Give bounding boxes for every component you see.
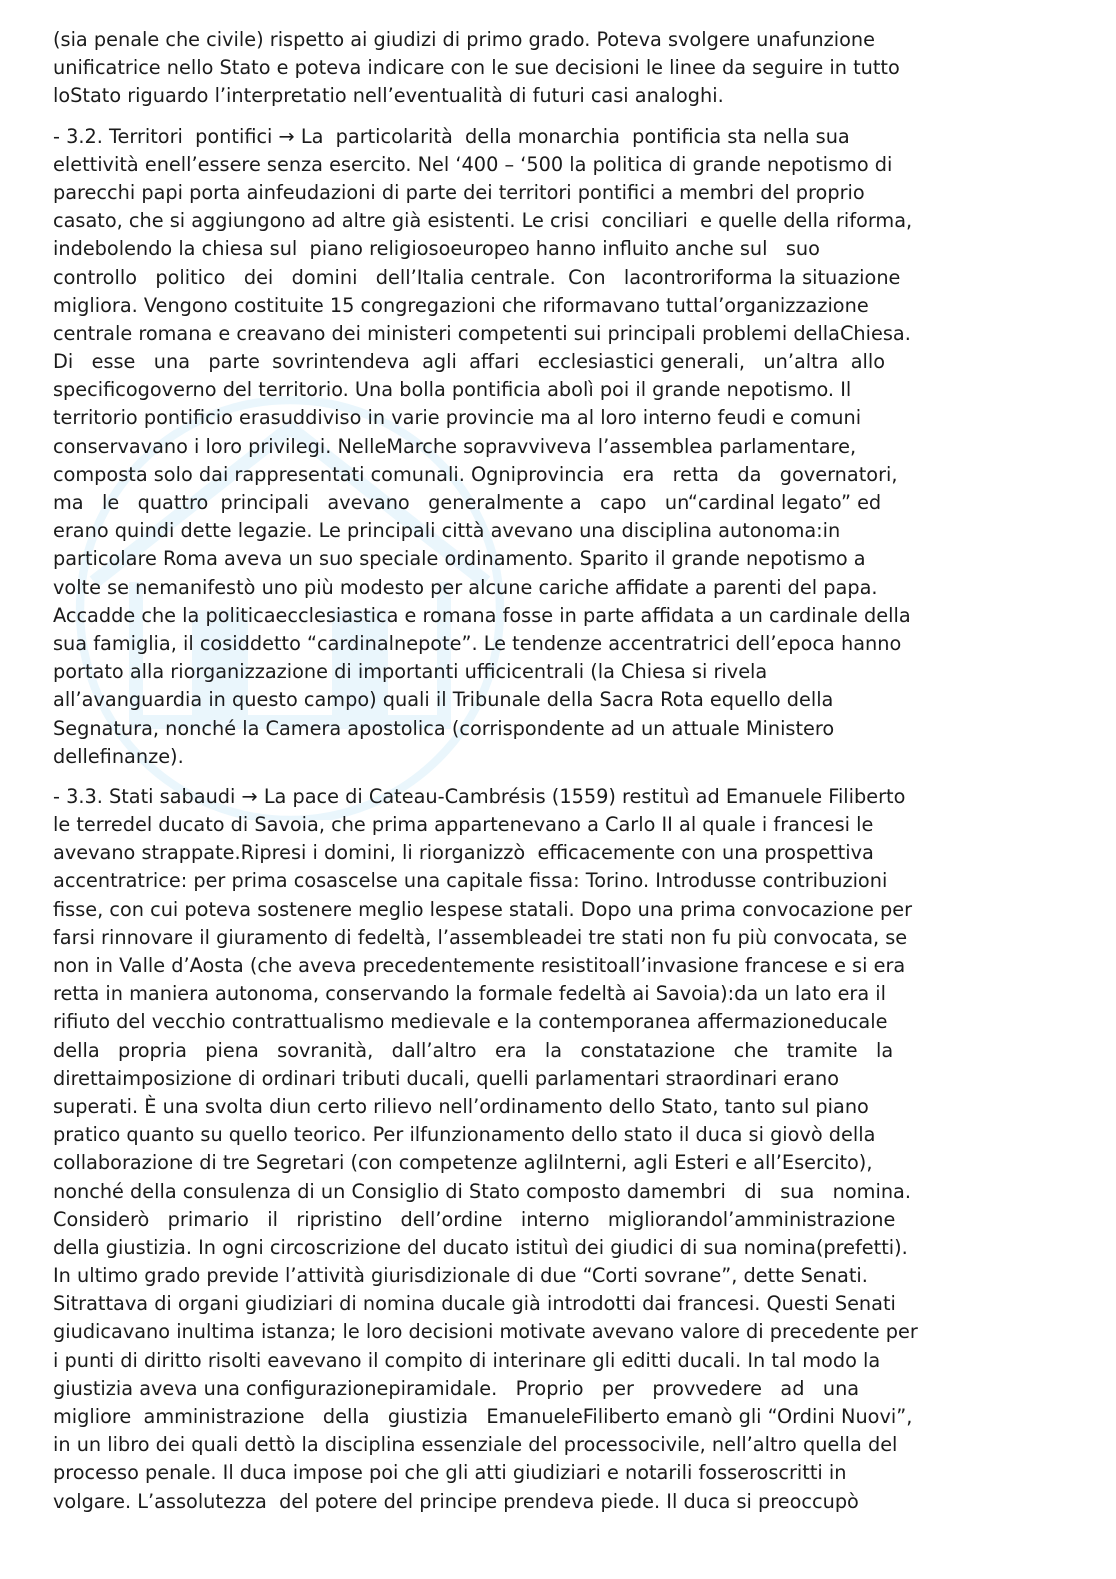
text-line: farsi rinnovare il giuramento di fedeltà, l’assembleadei tre stati non fu più convocata, se [53,925,908,949]
paragraph-territori-pontifici [53,123,1065,771]
text-line: volgare. L’assolutezza del potere del principe prendeva piede. Il duca si preoccupò [53,1489,859,1513]
text-line: ma le quattro principali avevano generalmente a capo un“cardinal legato” ed [53,491,882,514]
text-line: composta solo dai rappresentati comunali. Ogniprovincia era retta da governatori, [53,462,898,486]
text-line: Considerò primario il ripristino dell’ordine interno migliorandol’amministrazione [53,1207,896,1231]
text-line: i punti di diritto risolti eavevano il compito di interinare gli editti ducali. In tal modo la [53,1348,881,1372]
text-line: Sitrattava di organi giudiziari di nomina ducale già introdotti dai francesi. Questi Senati [53,1292,896,1316]
text-line: In ultimo grado previde l’attività giurisdizionale di due “Corti sovrane”, dette Senati. [53,1264,868,1288]
text-line: migliore amministrazione della giustizia EmanueleFiliberto emanò gli “Ordini Nuovi”, [53,1405,913,1428]
text-line: accentratrice: per prima cosascelse una capitale fissa: Torino. Introdusse contribuzioni [53,869,888,893]
section-heading-line: - 3.3. Stati sabaudi → La pace di Cateau-Cambrésis (1559) restituì ad Emanuele Filiberto [53,784,906,808]
text-line: particolare Roma aveva un suo speciale ordinamento. Sparito il grande nepotismo a [53,547,866,571]
text-line: all’avanguardia in questo campo) quali il Tribunale della Sacra Rota equello della [53,688,834,712]
section-heading-line: - 3.2. Territori pontifici → La particolarità della monarchia pontificia sta nella sua [53,124,850,148]
text-line: giudicavano inultima istanza; le loro decisioni motivate avevano valore di precedente per [53,1320,918,1344]
text-line: direttaimposizione di ordinari tributi ducali, quelli parlamentari straordinari erano [53,1066,840,1090]
text-line: rifiuto del vecchio contrattualismo medievale e la contemporanea affermazioneducale [53,1010,888,1034]
text-line: in un libro dei quali dettò la disciplina essenziale del processocivile, nell’altro quella del [53,1433,898,1457]
text-line: migliora. Vengono costituite 15 congregazioni che riformavano tuttal’organizzazione [53,293,869,317]
text-line: nonché della consulenza di un Consiglio di Stato composto damembri di sua nomina. [53,1179,911,1203]
text-line: Di esse una parte sovrintendeva agli affari ecclesiastici generali, un’altra allo [53,350,886,374]
text-line: processo penale. Il duca impose poi che gli atti giudiziari e notarili fosseroscritti in [53,1461,847,1485]
document-page [53,26,1065,1516]
text-line: della giustizia. In ogni circoscrizione del ducato istituì dei giudici di sua nomina(prefetti). [53,1235,908,1259]
text-line: unificatrice nello Stato e poteva indicare con le sue decisioni le linee da seguire in tutto [53,56,900,80]
text-line: giustizia aveva una configurazionepiramidale. Proprio per provvedere ad una [53,1376,860,1400]
text-line: Accadde che la politicaecclesiastica e romana fosse in parte affidata a un cardinale della [53,603,911,627]
text-line: della propria piena sovranità, dall’altro era la constatazione che tramite la [53,1038,894,1062]
text-line: collaborazione di tre Segretari (con competenze agliInterni, agli Esteri e all’Esercito), [53,1151,873,1175]
text-line: portato alla riorganizzazione di importanti ufficicentrali (la Chiesa si rivela [53,660,768,684]
text-line: superati. È una svolta diun certo rilievo nell’ordinamento dello Stato, tanto sul piano [53,1094,869,1118]
text-line: fisse, con cui poteva sostenere meglio lespese statali. Dopo una prima convocazione per [53,897,913,921]
text-line: centrale romana e creavano dei ministeri competenti sui principali problemi dellaChiesa. [53,321,911,345]
text-line: dellefinanze). [53,744,184,768]
text-line: Segnatura, nonché la Camera apostolica (corrispondente ad un attuale Ministero [53,716,835,740]
text-line: controllo politico dei domini dell’Italia centrale. Con lacontroriforma la situazione [53,265,901,289]
text-line: non in Valle d’Aosta (che aveva precedentemente resistitoall’invasione francese e si era [53,954,906,977]
text-line: retta in maniera autonoma, conservando la formale fedeltà ai Savoia):da un lato era il [53,982,887,1006]
text-line: territorio pontificio erasuddiviso in varie provincie ma al loro interno feudi e comuni [53,406,862,430]
paragraph-intro [53,26,1065,111]
paragraph-stati-sabaudi [53,783,1065,1516]
text-line: specificogoverno del territorio. Una bolla pontificia abolì poi il grande nepotismo. Il [53,378,852,402]
text-line: parecchi papi porta ainfeudazioni di parte dei territori pontifici a membri del proprio [53,180,865,204]
text-line: (sia penale che civile) rispetto ai giudizi di primo grado. Poteva svolgere unafunzione [53,28,876,51]
text-line: avevano strappate.Ripresi i domini, li riorganizzò efficacemente con una prospettiva [53,841,874,865]
text-line: indebolendo la chiesa sul piano religiosoeuropeo hanno influito anche sul suo [53,237,820,261]
text-line: erano quindi dette legazie. Le principali città avevano una disciplina autonoma:in [53,519,841,543]
text-line: sua famiglia, il cosiddetto “cardinalnepote”. Le tendenze accentratrici dell’epoca hanno [53,631,902,655]
text-line: elettività enell’essere senza esercito. Nel ‘400 – ‘500 la politica di grande nepotismo di [53,152,893,176]
text-line: loStato riguardo l’interpretatio nell’eventualità di futuri casi analoghi. [53,84,724,108]
text-line: casato, che si aggiungono ad altre già esistenti. Le crisi conciliari e quelle della riforma, [53,209,913,233]
text-line: le terredel ducato di Savoia, che prima appartenevano a Carlo II al quale i francesi le [53,813,874,837]
text-line: pratico quanto su quello teorico. Per ilfunzionamento dello stato il duca si giovò della [53,1123,876,1147]
text-line: conservavano i loro privilegi. NelleMarche sopravviveva l’assemblea parlamentare, [53,434,857,458]
text-line: volte se nemanifestò uno più modesto per alcune cariche affidate a parenti del papa. [53,575,878,599]
